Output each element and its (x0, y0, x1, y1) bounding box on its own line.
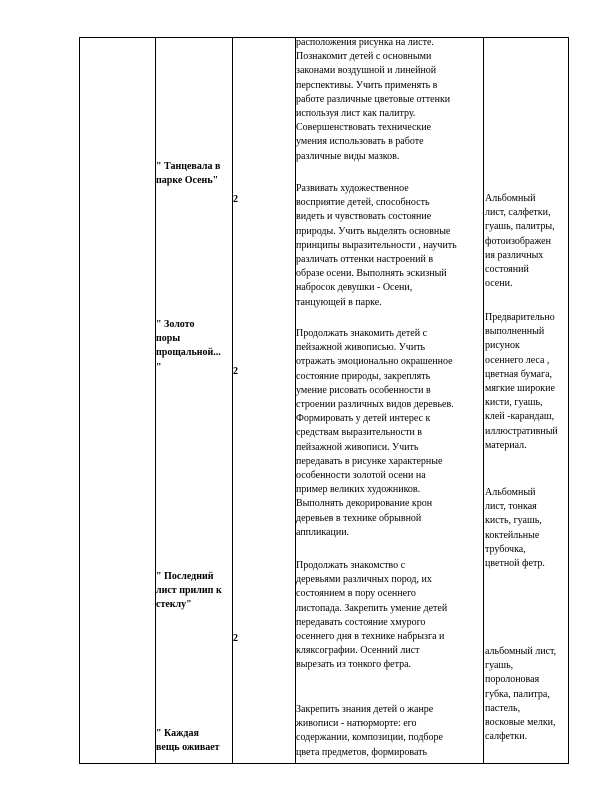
table-cell-materials: альбомный лист, гуашь, поролоновая губка, палитра, пастель, восковые мелки, салфетки. (485, 646, 557, 743)
table-cell-description: расположения рисунка на листе. Познакомит детей с основными законами воздушной и линейной перспективы. Учить применять в работе различные цветовые оттенки используя лист как палитру. Совершенствовать технические умения использовать в работе различные виды мазков. (296, 37, 451, 162)
table-cell-hours: 2 (233, 633, 238, 644)
table-cell-topic: " Каждая вещь оживает (156, 728, 220, 754)
table-cell-materials: Предварительно выполненный рисунок осеннего леса , цветная бумага, мягкие широкие кисти, гуашь, клей -карандаш, иллюстративный материал. (485, 312, 558, 451)
table-cell-description: Продолжать знакомить детей с пейзажной живописью. Учить отражать эмоционально окрашенное состояние природы, закреплять умение рисовать особенности в строении различных видов деревьев. Формировать у детей интерес к средствам выразительности в пейзажной живописи. Учить передавать в рисунке характерные особенности золотой осени на пример великих художников. Выполнять декорирование крон деревьев в технике обрывной аппликации. (296, 328, 454, 538)
table-cell-description: Развивать художественное восприятие детей, способность видеть и чувствовать состояние природы. Учить выделять основные принципы выразительности , научить различать оттенки настроений в образе осени. Выполнять эскизный наброcок девушки - Осени, танцующей в парке. (296, 183, 457, 308)
table-cell-materials: Альбомный лист, салфетки, гуашь, палитры, фотоизображен ия различных состояний осени. (485, 193, 555, 290)
table-cell-materials: Альбомный лист, тонкая кисть, гуашь, коктейльные трубочка, цветной фетр. (485, 487, 545, 570)
table-border-bottom (79, 763, 569, 764)
table-cell-description: Закрепить знания детей о жанре живописи - натюрморте: его содержании, композиции, подборе цвета предметов, формировать (296, 704, 443, 758)
column-divider (155, 37, 156, 763)
table-cell-hours: 2 (233, 366, 238, 377)
column-divider (232, 37, 233, 763)
table-cell-topic: " Золото поры прощальной... " (156, 319, 221, 373)
table-cell-description: Продолжать знакомство с деревьями различных пород, их состоянием в пору осеннего листопада. Закрепить умение детей передавать состояние хмурого осеннего дня в технике набрызга и кляксографии. Осенний лист вырезать из тонкого фетра. (296, 560, 448, 671)
table-cell-topic: " Танцевала в парке Осень" (156, 161, 221, 187)
table-cell-hours: 2 (233, 194, 238, 205)
table-cell-topic: " Последний лист прилип к стеклу" (156, 571, 222, 611)
table-border-left (79, 37, 80, 763)
